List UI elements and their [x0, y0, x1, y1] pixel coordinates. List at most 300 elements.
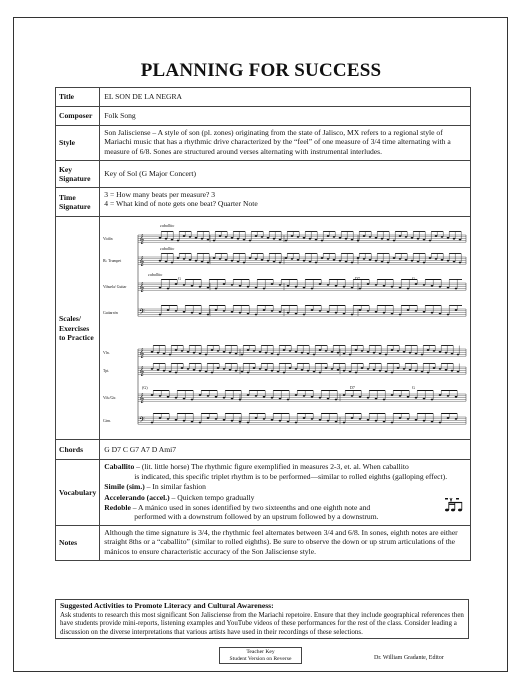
note — [359, 418, 362, 420]
note — [213, 240, 216, 242]
note — [407, 418, 410, 420]
note — [223, 368, 226, 370]
note — [459, 239, 462, 241]
note — [289, 367, 292, 369]
note — [295, 351, 298, 353]
note — [303, 417, 306, 419]
note — [439, 351, 442, 353]
note — [439, 313, 442, 315]
note — [151, 422, 154, 424]
note — [433, 367, 436, 369]
chord-symbol: G — [412, 385, 416, 390]
note — [313, 354, 316, 356]
note — [189, 236, 192, 238]
note — [239, 399, 242, 401]
note — [165, 261, 168, 263]
note — [159, 287, 162, 289]
note — [385, 354, 388, 356]
note — [455, 309, 458, 311]
note — [447, 395, 450, 397]
note — [457, 354, 460, 356]
note — [249, 257, 252, 259]
caballito-marking: caballito — [148, 272, 163, 277]
note — [327, 235, 330, 237]
note — [183, 235, 186, 237]
note — [391, 349, 394, 351]
suggested-text: Ask students to research this most significant Son Jalisciense from the Mariachi repetoire. Ensure that they include geographical references then have students provide mini-reports, listening examples and YouTube videos of these performances for the rest of the class. Consider leading a discussion on the diverse interpretations that various artists have used in their recordings of these selections. — [60, 610, 464, 636]
chord-symbol: G — [412, 276, 416, 281]
title-label: Title — [56, 88, 100, 107]
note — [403, 368, 406, 370]
note — [391, 394, 394, 396]
note — [163, 353, 166, 355]
caballito-marking: caballito — [160, 223, 175, 228]
note — [255, 314, 258, 316]
note — [411, 260, 414, 262]
note — [315, 239, 318, 241]
note — [287, 421, 290, 423]
style-row — [56, 126, 471, 161]
treble-clef-icon: 𝄞 — [139, 365, 145, 376]
time-label: Time Signature — [56, 188, 100, 217]
time-value — [100, 188, 471, 217]
note — [157, 352, 160, 354]
note — [241, 354, 244, 356]
note — [285, 240, 288, 242]
note — [307, 370, 310, 372]
note — [175, 397, 178, 399]
note — [215, 418, 218, 420]
note — [263, 396, 266, 398]
instrument-label: B♭ Trumpet — [103, 259, 122, 263]
caballito-marking: caballito — [160, 246, 175, 251]
note — [441, 236, 444, 238]
vocab-accelerando — [104, 493, 466, 502]
note — [223, 351, 226, 353]
note — [331, 351, 334, 353]
note — [361, 367, 364, 369]
note — [393, 240, 396, 242]
note — [359, 396, 362, 398]
vocab-def: – (lit. little horse) The rhythmic figure exemplified in measures 2-3, et. al. When caballito — [134, 462, 409, 472]
note — [455, 288, 458, 290]
note — [383, 312, 386, 314]
instrument-label: Vih./Gtr. — [103, 396, 117, 400]
note — [327, 258, 330, 260]
teacher-key-label: Teacher Key — [246, 649, 275, 655]
notes-value: Although the time signature is 3/4, the rhythmic feel alternates between 3/4 and 6/8. In sones, eighth notes are either straight 8ths or a “caballito” (similar to rolled eighths). Be sure to observe the down or up strum articulations of the mánicos to ensure characteristic accuracy of the Son Jalisciense style. — [100, 525, 471, 560]
note — [167, 418, 170, 420]
note — [355, 372, 358, 374]
note — [367, 397, 370, 399]
note — [159, 314, 162, 316]
note — [321, 240, 324, 242]
chord-symbol: D7 — [350, 385, 356, 390]
note — [183, 311, 186, 313]
note — [431, 421, 434, 423]
note — [375, 311, 378, 313]
note — [381, 261, 384, 263]
note — [423, 420, 426, 422]
title-row — [56, 88, 471, 107]
note — [327, 311, 330, 313]
note — [223, 419, 226, 421]
scales-label: Scales/ Exercises to Practice — [56, 217, 100, 440]
note — [309, 238, 312, 240]
note — [159, 237, 162, 239]
vocabulary-label: Vocabulary — [56, 460, 100, 525]
bass-clef-icon: 𝄢 — [139, 307, 146, 318]
note — [423, 284, 426, 286]
note — [399, 395, 402, 397]
note — [319, 397, 322, 399]
note — [187, 351, 190, 353]
note — [303, 395, 306, 397]
vocab-redoble — [104, 503, 466, 522]
note — [255, 395, 258, 397]
note — [295, 368, 298, 370]
chords-label: Chords — [56, 440, 100, 460]
note — [279, 398, 282, 400]
note — [439, 286, 442, 288]
note — [181, 367, 184, 369]
student-version-label: Student Version on Reverse — [229, 655, 292, 662]
note — [361, 350, 364, 352]
note — [167, 288, 170, 290]
note — [239, 285, 242, 287]
style-value: Son Jalisciense – A style of son (pl. zones) originating from the state of Jalisco, MX refers to a regional style of Mariachi music that has a rhythmic drive characterized by the “feel” of one measure of 3/4 time alternating with a measure of 6/8. Sones are structured around verses alternating with instrumental interludes. — [100, 126, 471, 161]
note — [415, 370, 418, 372]
note — [279, 262, 282, 264]
note — [309, 261, 312, 263]
note — [343, 353, 346, 355]
note — [397, 367, 400, 369]
scales-row — [56, 217, 471, 440]
note — [447, 287, 450, 289]
note — [407, 288, 410, 290]
note — [311, 288, 314, 290]
chords-row — [56, 440, 471, 460]
note — [335, 285, 338, 287]
note — [207, 314, 210, 316]
key-value: Key of Sol (G Major Concert) — [100, 161, 471, 188]
note — [311, 396, 314, 398]
vocab-term: Simile (sim.) — [104, 482, 145, 492]
note — [373, 352, 376, 354]
note — [325, 367, 328, 369]
composer-value: Folk Song — [100, 107, 471, 126]
note — [343, 394, 346, 396]
music-score — [100, 217, 470, 437]
note — [387, 239, 390, 241]
treble-clef-icon: 𝄞 — [139, 392, 145, 403]
note — [447, 417, 450, 419]
note — [295, 422, 298, 424]
note — [171, 262, 174, 264]
note — [271, 353, 274, 355]
note — [385, 371, 388, 373]
note — [355, 349, 358, 351]
note — [313, 371, 316, 373]
note — [191, 421, 194, 423]
note — [291, 258, 294, 260]
note — [453, 238, 456, 240]
note — [423, 398, 426, 400]
note — [351, 239, 354, 241]
vocab-def-cont: performed with a downstrum followed by an upstrum followed by a downstrum. — [134, 512, 379, 522]
note — [367, 419, 370, 421]
note — [171, 239, 174, 241]
note — [303, 314, 306, 316]
note — [183, 398, 186, 400]
chord-symbol: G — [178, 276, 182, 281]
note — [333, 236, 336, 238]
note — [199, 422, 202, 424]
note — [421, 371, 424, 373]
note — [199, 286, 202, 288]
note — [351, 262, 354, 264]
note — [271, 397, 274, 399]
note — [151, 368, 154, 370]
instrument-label: Violín — [103, 237, 113, 241]
note — [247, 394, 250, 396]
note — [387, 262, 390, 264]
vocab-def: – A mánico used in sones identified by two sixteenths and one eighth note and — [130, 503, 371, 513]
composer-label: Composer — [56, 107, 100, 126]
note — [217, 367, 220, 369]
note — [231, 237, 234, 239]
note — [357, 240, 360, 242]
note — [407, 309, 410, 311]
note — [183, 420, 186, 422]
note — [223, 310, 226, 312]
page-title: PLANNING FOR SUCCESS — [140, 60, 382, 81]
note — [321, 257, 324, 259]
note — [199, 353, 202, 355]
note — [399, 417, 402, 419]
note — [151, 394, 154, 396]
note — [335, 399, 338, 401]
note — [239, 312, 242, 314]
note — [351, 314, 354, 316]
note — [259, 368, 262, 370]
note — [455, 418, 458, 420]
note — [431, 312, 434, 314]
note — [285, 257, 288, 259]
note — [195, 237, 198, 239]
note — [163, 370, 166, 372]
note — [151, 351, 154, 353]
note — [201, 238, 204, 240]
note — [433, 350, 436, 352]
note — [247, 349, 250, 351]
note — [175, 349, 178, 351]
note — [261, 236, 264, 238]
note — [283, 349, 286, 351]
note — [247, 313, 250, 315]
vocab-term: Caballito — [104, 462, 135, 472]
note — [253, 367, 256, 369]
note — [339, 237, 342, 239]
note — [335, 312, 338, 314]
note — [423, 311, 426, 313]
score-cell — [100, 217, 471, 440]
note — [255, 417, 258, 419]
note — [431, 399, 434, 401]
note — [421, 354, 424, 356]
note — [207, 262, 210, 264]
note — [211, 349, 214, 351]
note — [367, 283, 370, 285]
note — [445, 369, 448, 371]
note — [225, 259, 228, 261]
vocab-def: – In similar fashion — [144, 482, 206, 492]
treble-clef-icon: 𝄞 — [139, 347, 145, 358]
note — [287, 399, 290, 401]
note — [351, 287, 354, 289]
note — [417, 261, 420, 263]
note — [427, 349, 430, 351]
note — [423, 262, 426, 264]
note — [383, 421, 386, 423]
instrument-label: Vln. — [103, 351, 110, 355]
note — [283, 372, 286, 374]
note — [271, 283, 274, 285]
note — [295, 394, 298, 396]
note — [369, 236, 372, 238]
note — [193, 369, 196, 371]
note — [319, 349, 322, 351]
note — [239, 421, 242, 423]
instrument-label: Tpt. — [103, 369, 110, 373]
note — [235, 370, 238, 372]
note — [415, 397, 418, 399]
note — [301, 369, 304, 371]
note — [315, 262, 318, 264]
note — [393, 257, 396, 259]
note — [175, 310, 178, 312]
note — [319, 310, 322, 312]
note — [167, 309, 170, 311]
note — [219, 258, 222, 260]
note — [335, 421, 338, 423]
vocab-def: – Quicken tempo gradually — [169, 492, 255, 502]
note — [291, 235, 294, 237]
treble-clef-icon: 𝄞 — [139, 255, 145, 266]
note — [391, 286, 394, 288]
chord-symbol: D7 — [355, 276, 361, 281]
note — [349, 354, 352, 356]
note — [399, 258, 402, 260]
note — [169, 371, 172, 373]
note — [255, 235, 258, 237]
note — [183, 284, 186, 286]
note — [287, 285, 290, 287]
note — [207, 287, 210, 289]
note — [177, 240, 180, 242]
note — [231, 311, 234, 313]
note — [187, 368, 190, 370]
note — [175, 419, 178, 421]
note — [201, 261, 204, 263]
note — [429, 257, 432, 259]
note — [343, 422, 346, 424]
vocab-term: Accelerando (accel.) — [104, 492, 170, 502]
note — [279, 284, 282, 286]
note — [273, 261, 276, 263]
note — [177, 257, 180, 259]
note — [211, 372, 214, 374]
note — [205, 371, 208, 373]
note — [279, 311, 282, 313]
note — [439, 368, 442, 370]
note — [189, 259, 192, 261]
note — [319, 372, 322, 374]
note — [183, 258, 186, 260]
instrument-label: Gtrn. — [103, 419, 112, 423]
note — [205, 354, 208, 356]
note — [311, 418, 314, 420]
notes-label: Notes — [56, 525, 100, 560]
note — [391, 422, 394, 424]
note — [191, 285, 194, 287]
note — [379, 353, 382, 355]
time-line-2: 4 = What kind of note gets one beat? Quarter Note — [104, 199, 258, 209]
note — [359, 288, 362, 290]
vocab-caballito — [104, 462, 466, 481]
note — [297, 259, 300, 261]
note — [383, 285, 386, 287]
note — [231, 284, 234, 286]
note — [415, 310, 418, 312]
note — [345, 261, 348, 263]
note — [417, 238, 420, 240]
note — [363, 235, 366, 237]
note — [175, 283, 178, 285]
note — [229, 352, 232, 354]
note — [231, 420, 234, 422]
note — [241, 371, 244, 373]
note — [337, 352, 340, 354]
redoble-rhythm-icon — [444, 497, 466, 513]
note — [225, 236, 228, 238]
note — [229, 369, 232, 371]
note — [311, 309, 314, 311]
note — [191, 399, 194, 401]
note — [439, 422, 442, 424]
note — [367, 310, 370, 312]
note — [263, 288, 266, 290]
note — [213, 257, 216, 259]
note — [215, 309, 218, 311]
note — [447, 260, 450, 262]
note — [279, 420, 282, 422]
note — [253, 350, 256, 352]
note — [435, 235, 438, 237]
note — [319, 419, 322, 421]
note — [343, 286, 346, 288]
note — [277, 354, 280, 356]
note — [231, 260, 234, 262]
note — [451, 353, 454, 355]
note — [405, 236, 408, 238]
notes-row — [56, 525, 471, 560]
note — [375, 284, 378, 286]
note — [287, 312, 290, 314]
note — [167, 396, 170, 398]
note — [415, 419, 418, 421]
note — [267, 237, 270, 239]
